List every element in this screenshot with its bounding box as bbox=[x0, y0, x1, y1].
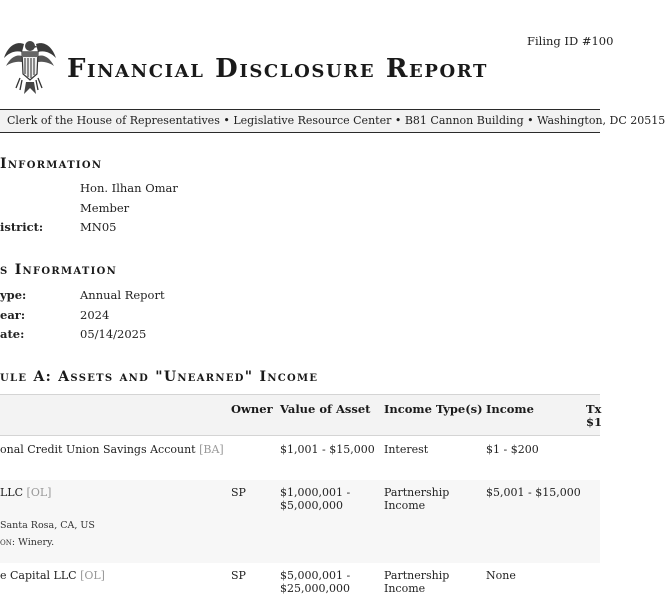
asset-description-value: Winery. bbox=[18, 537, 55, 548]
value-line: $5,000,001 - bbox=[280, 569, 351, 582]
column-income: Income bbox=[486, 402, 534, 416]
value-line: $5,000,000 bbox=[280, 499, 343, 512]
column-owner: Owner bbox=[231, 402, 273, 416]
owner-cell: SP bbox=[231, 486, 246, 499]
income-type-line: Income bbox=[384, 582, 426, 595]
filer-district-label: istrict: bbox=[0, 220, 44, 234]
income-type-line: Partnership bbox=[384, 569, 450, 582]
table-row bbox=[0, 435, 600, 480]
filing-date-value: 05/14/2025 bbox=[80, 327, 147, 341]
filing-year-value: 2024 bbox=[80, 308, 110, 322]
filing-type-value: Annual Report bbox=[80, 288, 165, 302]
asset-description-label: on: bbox=[0, 537, 16, 548]
value-cell bbox=[280, 486, 350, 512]
filing-id: Filing ID #100 bbox=[527, 34, 614, 48]
filer-name-value: Hon. Ilhan Omar bbox=[80, 181, 178, 195]
income-type-cell bbox=[384, 443, 428, 456]
income-type-cell bbox=[384, 486, 449, 512]
asset-name-cell bbox=[0, 443, 224, 456]
column-value-of-asset: Value of Asset bbox=[280, 402, 371, 416]
clerk-address-bar: Clerk of the House of Representatives • Legislative Resource Center • B81 Cannon Building • Washington, DC 20515 bbox=[0, 109, 600, 133]
asset-location: Santa Rosa, CA, US bbox=[0, 520, 95, 531]
asset-type-code: [BA] bbox=[199, 443, 224, 456]
asset-name-cell bbox=[0, 569, 105, 582]
income-type-line: Interest bbox=[384, 443, 429, 456]
column-tx-line1: Tx bbox=[586, 402, 602, 416]
value-cell bbox=[280, 569, 350, 595]
filing-date-label: ate: bbox=[0, 327, 25, 341]
value-line: $1,000,001 - bbox=[280, 486, 351, 499]
income-cell: $1 - $200 bbox=[486, 443, 539, 456]
asset-name: LLC bbox=[0, 486, 24, 499]
asset-description bbox=[0, 537, 54, 548]
value-cell bbox=[280, 443, 375, 456]
value-line: $1,001 - $15,000 bbox=[280, 443, 375, 456]
filing-information-heading: s Information bbox=[0, 262, 118, 278]
asset-type-code: [OL] bbox=[80, 569, 105, 582]
report-title: Financial Disclosure Report bbox=[67, 54, 489, 84]
column-tx-line2: $1 bbox=[586, 415, 603, 429]
income-type-line: Income bbox=[384, 499, 426, 512]
table-row bbox=[0, 480, 600, 563]
filing-type-label: ype: bbox=[0, 288, 27, 302]
filer-district-value: MN05 bbox=[80, 220, 117, 234]
filer-information-heading: Information bbox=[0, 156, 103, 172]
schedule-a-heading: ule A: Assets and "Unearned" Income bbox=[0, 369, 319, 385]
asset-name-cell bbox=[0, 486, 51, 499]
column-tx bbox=[586, 403, 602, 429]
asset-name: onal Credit Union Savings Account bbox=[0, 443, 196, 456]
asset-name: e Capital LLC bbox=[0, 569, 77, 582]
asset-type-code: [OL] bbox=[26, 486, 52, 499]
eagle-seal-icon bbox=[0, 36, 60, 98]
income-cell: None bbox=[486, 569, 516, 582]
value-line: $25,000,000 bbox=[280, 582, 350, 595]
income-type-line: Partnership bbox=[384, 486, 450, 499]
owner-cell: SP bbox=[231, 569, 246, 582]
income-type-cell bbox=[384, 569, 449, 595]
income-cell: $5,001 - $15,000 bbox=[486, 486, 581, 499]
filing-year-label: ear: bbox=[0, 308, 26, 322]
filer-status-value: Member bbox=[80, 201, 130, 215]
table-row bbox=[0, 563, 600, 600]
schedule-a-table-header bbox=[0, 394, 603, 436]
column-income-types: Income Type(s) bbox=[384, 402, 483, 416]
